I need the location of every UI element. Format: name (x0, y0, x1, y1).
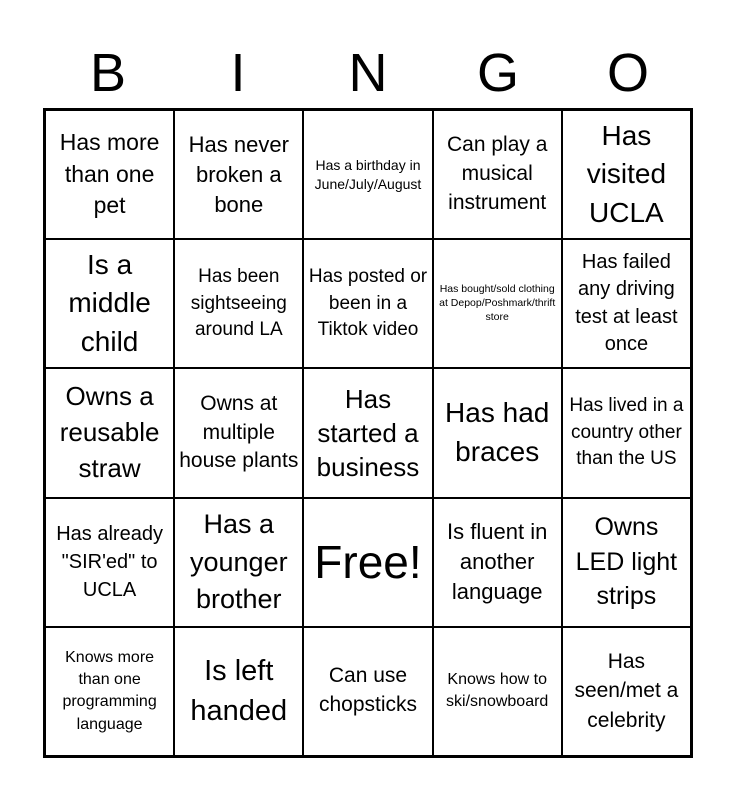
bingo-cell[interactable] (45, 368, 174, 497)
bingo-cell-text: Is fluent in another language (447, 518, 548, 605)
bingo-cell[interactable] (433, 239, 562, 368)
bingo-cell[interactable] (433, 110, 562, 239)
bingo-cell[interactable] (174, 627, 303, 756)
bingo-cell-text: Has lived in a country other than the US (569, 395, 684, 470)
bingo-cell-text: Has more than one pet (59, 128, 160, 219)
bingo-cell[interactable] (45, 498, 174, 627)
bingo-cell[interactable] (303, 110, 432, 239)
bingo-cell-text: Has been sightseeing around LA (190, 266, 287, 340)
bingo-cell[interactable] (433, 498, 562, 627)
bingo-cell-text: Is left handed (190, 655, 288, 728)
bingo-cell-text: Free! (314, 535, 422, 588)
bingo-cell-text: Has visited UCLA (586, 119, 667, 228)
bingo-cell-text: Has failed any driving test at least once (575, 250, 678, 356)
bingo-cell[interactable] (174, 498, 303, 627)
bingo-cell-text: Is a middle child (68, 248, 151, 358)
bingo-cell[interactable] (562, 627, 691, 756)
free-space[interactable] (303, 368, 432, 497)
bingo-cell-text: Has never broken a bone (188, 131, 289, 217)
bingo-cell-text: Has had braces (445, 397, 550, 467)
header-letter-g: G (476, 43, 519, 103)
bingo-cell[interactable] (562, 110, 691, 239)
bingo-cell-text: Can play a musical instrument (446, 133, 548, 215)
bingo-cell-text: Has started a business (316, 383, 420, 483)
bingo-header (43, 38, 693, 108)
bingo-cell[interactable] (562, 498, 691, 627)
bingo-cell[interactable] (303, 239, 432, 368)
bingo-cell[interactable] (433, 368, 562, 497)
bingo-cell-text: Has already "SIR'ed" to UCLA (56, 522, 163, 602)
header-letter-n: N (348, 43, 388, 103)
bingo-cell[interactable] (303, 498, 432, 627)
bingo-cell[interactable] (562, 239, 691, 368)
bingo-cell[interactable] (174, 110, 303, 239)
bingo-cell[interactable] (45, 627, 174, 756)
bingo-cell-text: Owns a reusable straw (59, 381, 160, 483)
bingo-cell[interactable] (174, 239, 303, 368)
bingo-cell-text: Owns at multiple house plants (179, 392, 299, 473)
bingo-cell-text: Has seen/met a celebrity (574, 649, 679, 733)
bingo-cell-text: Knows how to ski/snowboard (446, 671, 549, 711)
bingo-cell[interactable] (562, 368, 691, 497)
bingo-cell[interactable] (45, 110, 174, 239)
bingo-cell-text: Has a younger brother (190, 509, 288, 614)
header-letter-b: B (89, 43, 127, 103)
bingo-board (43, 108, 693, 758)
bingo-cell[interactable] (433, 627, 562, 756)
header-letter-i: I (230, 43, 246, 103)
bingo-cell-text: Has bought/sold clothing at Depop/Poshmark/thrift store (439, 283, 556, 323)
bingo-cell-text: Can use chopsticks (318, 664, 418, 717)
header-letter-o: O (606, 43, 649, 103)
bingo-cell-text: Owns LED light strips (575, 513, 678, 611)
bingo-cell-text: Has a birthday in June/July/August (314, 157, 422, 192)
bingo-cell-text: Has posted or been in a Tiktok video (308, 266, 428, 340)
bingo-cell[interactable] (45, 239, 174, 368)
bingo-cell[interactable] (174, 368, 303, 497)
bingo-cell-text: Knows more than one programming language (62, 648, 157, 733)
bingo-cell[interactable] (303, 627, 432, 756)
